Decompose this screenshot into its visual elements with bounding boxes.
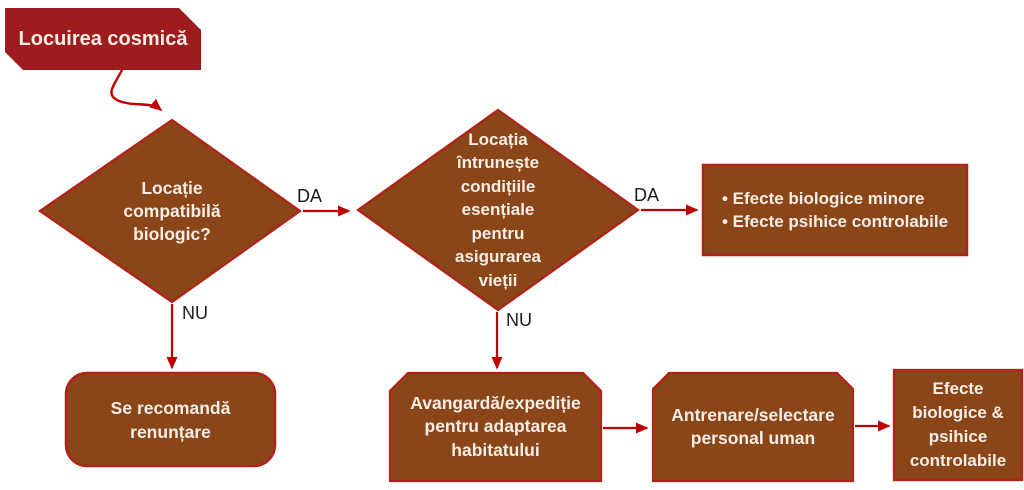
- outcome-abandon-box: [66, 373, 275, 466]
- branch-label-d1-no: NU: [182, 303, 208, 323]
- outcome-final-box: [894, 370, 1022, 480]
- vanguard-line: pentru adaptarea: [424, 416, 567, 437]
- decision1-diamond: [40, 120, 300, 302]
- decision2-line: întrunește: [456, 153, 540, 173]
- branch-label-d2-yes: DA: [634, 185, 660, 205]
- decision2-line: Locația: [468, 129, 528, 149]
- branch-label-d1-yes: DA: [297, 186, 323, 206]
- decision2-line: vieții: [478, 270, 518, 290]
- final-line: Efecte: [932, 379, 984, 398]
- abandon-line: renunțare: [130, 421, 211, 442]
- bullet-item: • Efecte psihice controlabile: [722, 212, 949, 231]
- vanguard-line: Avangardă/expediție: [410, 392, 581, 413]
- training-line: Antrenare/selectare: [671, 404, 835, 425]
- decision1-line: biologic?: [133, 223, 211, 244]
- vanguard-line: habitatului: [451, 439, 540, 460]
- branch-label-d2-no: NU: [506, 310, 532, 330]
- training-line: personal uman: [690, 428, 816, 448]
- decision2-diamond: [358, 110, 638, 310]
- final-line: controlabile: [909, 451, 1007, 470]
- outcome-controlled-minor-box: [703, 165, 967, 255]
- connector-banner-to-decision1: [111, 70, 161, 110]
- decision2-line: esențiale: [461, 200, 535, 220]
- abandon-line: Se recomandă: [110, 397, 231, 418]
- final-line: biologice &: [912, 403, 1004, 422]
- title-banner-label: Locuirea cosmică: [18, 27, 188, 50]
- outcome-vanguard-box: [390, 373, 601, 481]
- decision2-line: pentru: [471, 223, 525, 243]
- bullet-item: • Efecte biologice minore: [722, 189, 925, 208]
- title-banner-shape: [5, 8, 201, 70]
- decision2-line: asigurarea: [455, 247, 541, 267]
- decision1-line: Locație: [141, 177, 203, 198]
- decision2-line: condițiile: [460, 176, 536, 196]
- decision1-line: compatibilă: [123, 200, 221, 221]
- final-line: psihice: [928, 427, 988, 446]
- outcome-training-box: [653, 373, 853, 481]
